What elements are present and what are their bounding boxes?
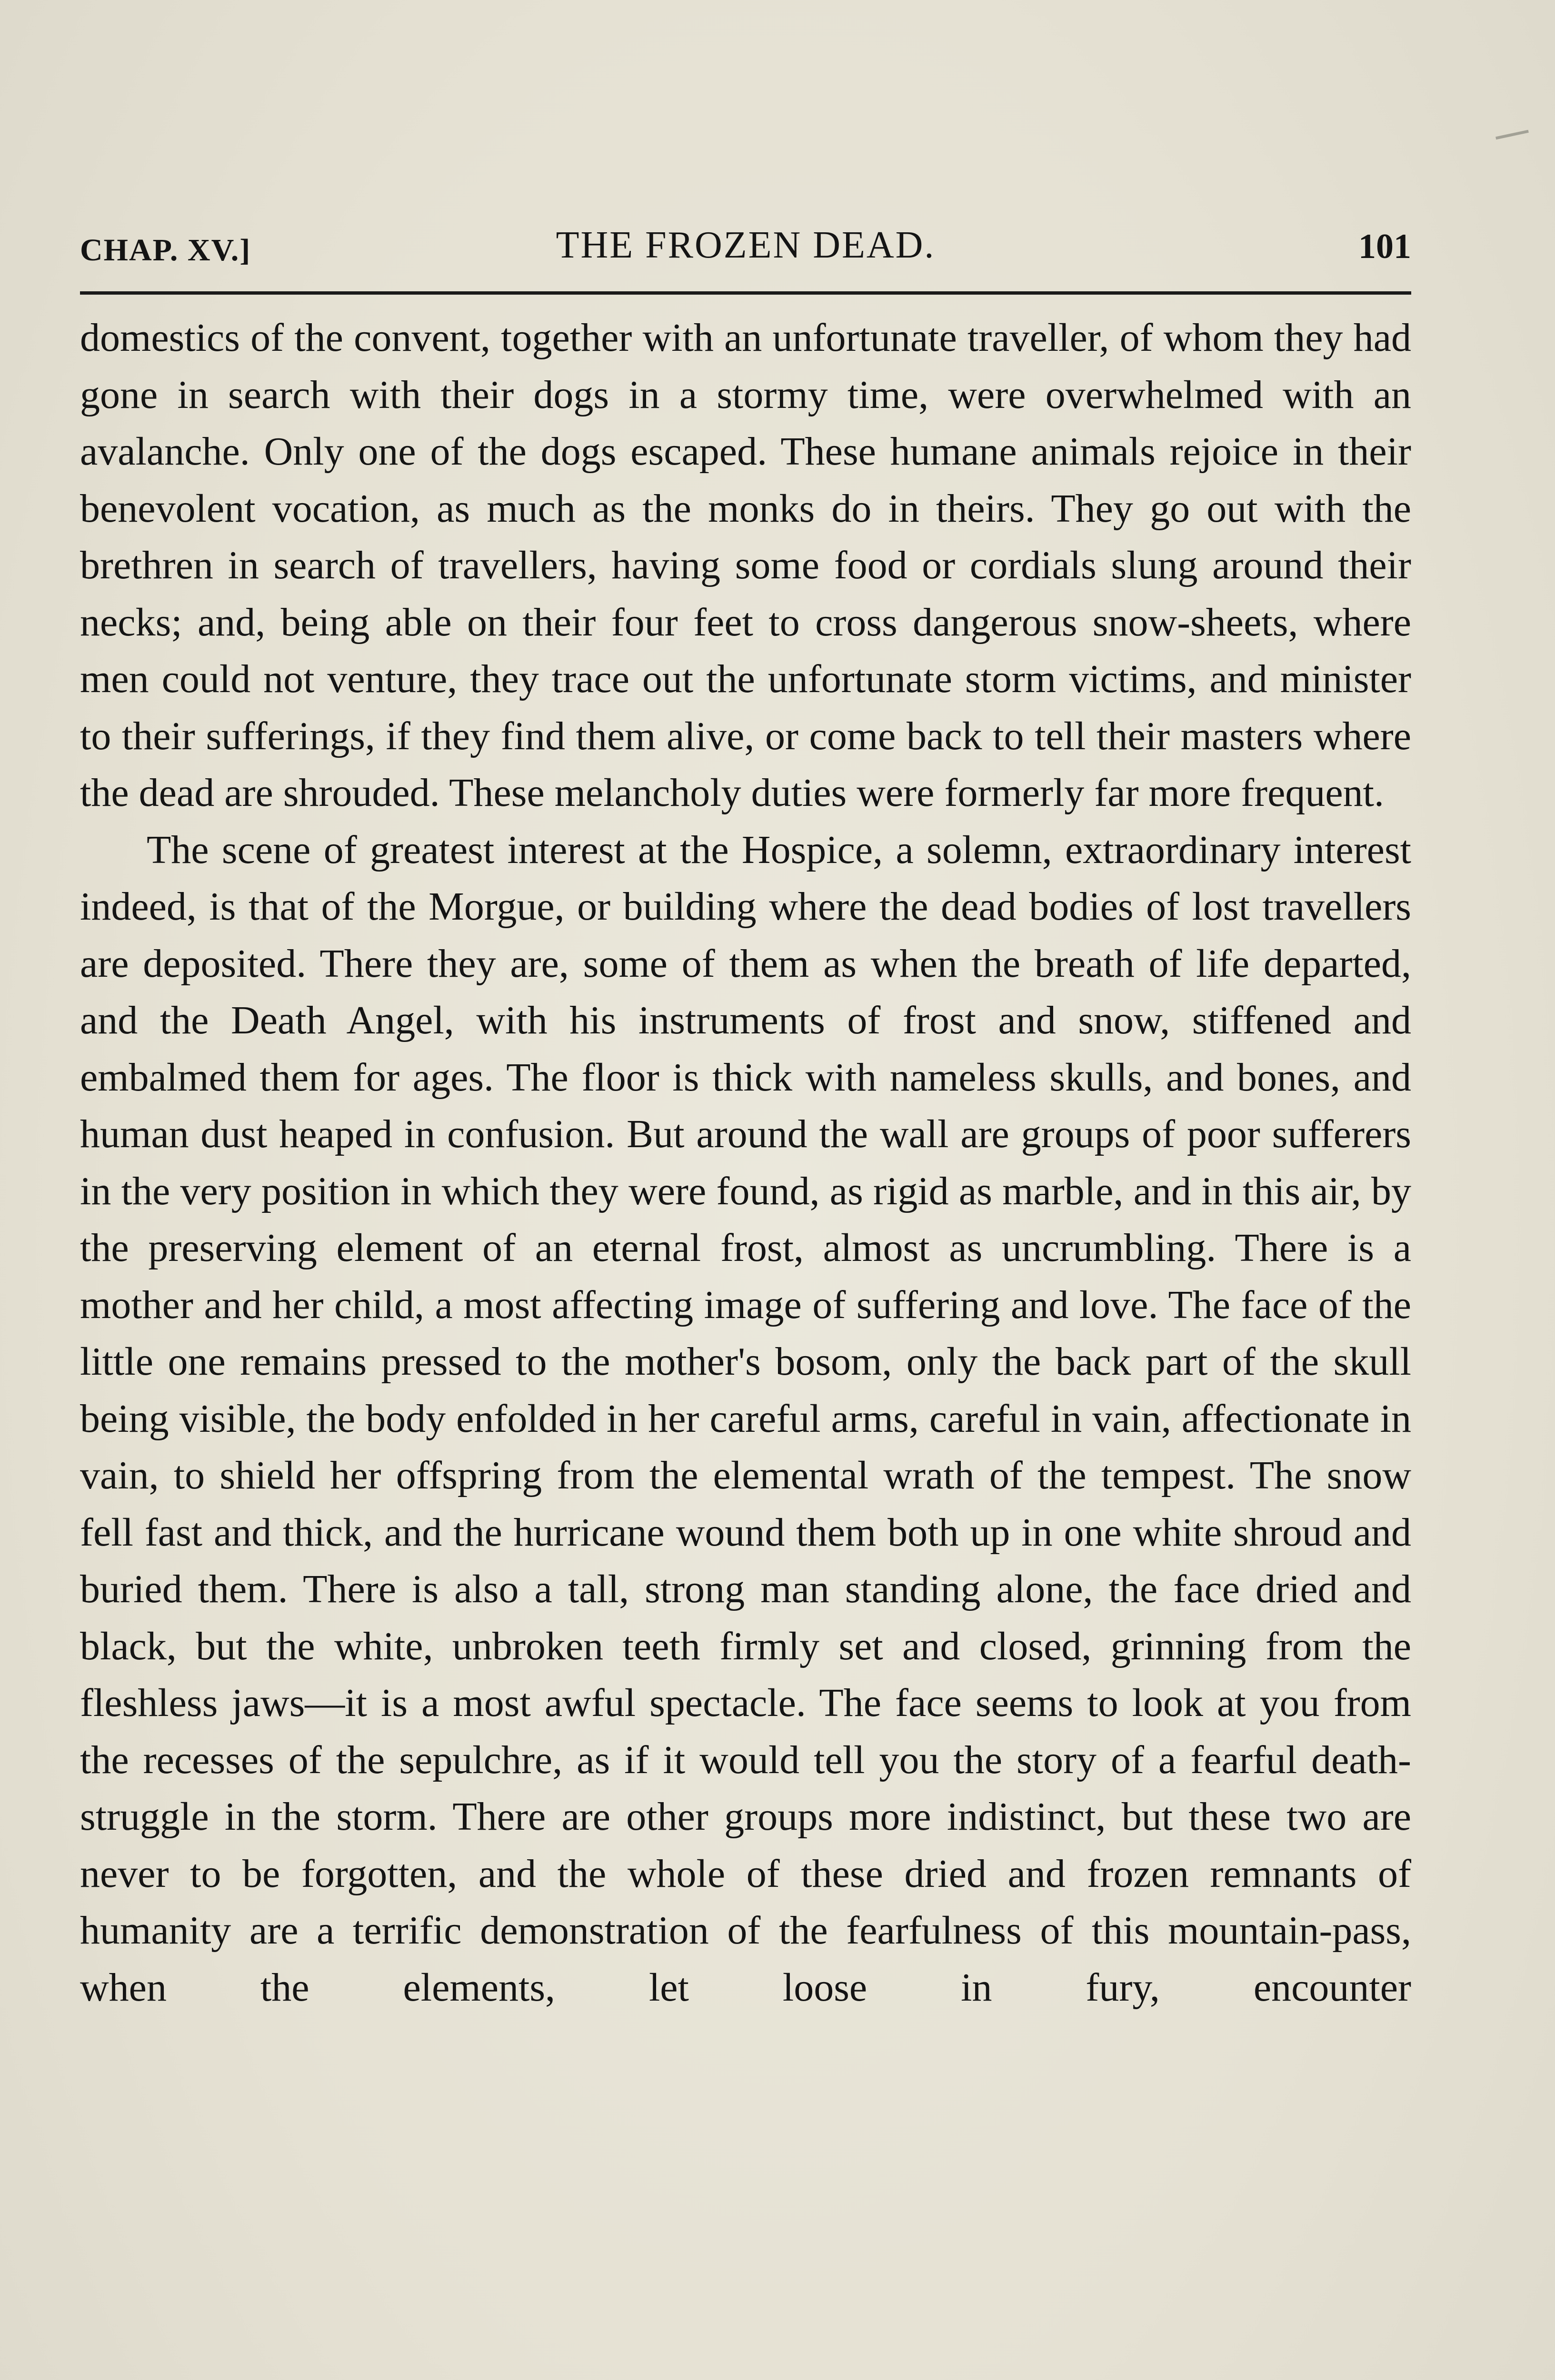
running-head: [80, 224, 1411, 276]
page-title: THE FROZEN DEAD.: [556, 224, 936, 266]
body-text: [80, 309, 1411, 2016]
chapter-label: CHAP. XV.]: [80, 233, 251, 268]
page-blemish: [1495, 130, 1529, 139]
header-rule: [80, 291, 1411, 295]
paragraph-2: The scene of greatest interest at the Hospice, a solemn, extraordinary interest indeed, is that of the Morgue, or building where the dead bodies of lost travellers are deposited. There they are, some of them as when the breath of life departed, and the Death Angel, with his instruments of frost and snow, stiffened and embalmed them for ages. The floor is thick with nameless skulls, and bones, and human dust heaped in confusion. But around the wall are groups of poor sufferers in the very position in which they were found, as rigid as marble, and in this air, by the preserving element of an eternal frost, almost as uncrumbling. There is a mother and her child, a most affecting image of suffering and love. The face of the little one remains pressed to the mother's bosom, only the back part of the skull being visible, the body enfolded in her careful arms, careful in vain, affectionate in vain, to shield her offspring from the elemental wrath of the tempest. The snow fell fast and thick, and the hurricane wound them both up in one white shroud and buried them. There is also a tall, strong man standing alone, the face dried and black, but the white, unbroken teeth firmly set and closed, grinning from the fleshless jaws—it is a most awful spectacle. The face seems to look at you from the recesses of the sepulchre, as if it would tell you the story of a fearful death-struggle in the storm. There are other groups more indistinct, but these two are never to be forgotten, and the whole of these dried and frozen remnants of humanity are a terrific demonstration of the fearfulness of this mountain-pass, when the elements, let loose in fury, encounter: [80, 827, 1411, 2010]
paragraph-1: domestics of the convent, together with an unfortunate traveller, of whom they had gone in search with their dogs in a stormy time, were overwhelmed with an avalanche. Only one of the dogs escaped. These humane animals rejoice in their benevolent vocation, as much as the monks do in theirs. They go out with the brethren in search of travellers, having some food or cordials slung around their necks; and, being able on their four feet to cross dangerous snow-sheets, where men could not venture, they trace out the unfortunate storm victims, and minister to their sufferings, if they find them alive, or come back to tell their masters where the dead are shrouded. These melancholy duties were formerly far more frequent.: [80, 316, 1411, 815]
page-number: 101: [1358, 227, 1411, 266]
